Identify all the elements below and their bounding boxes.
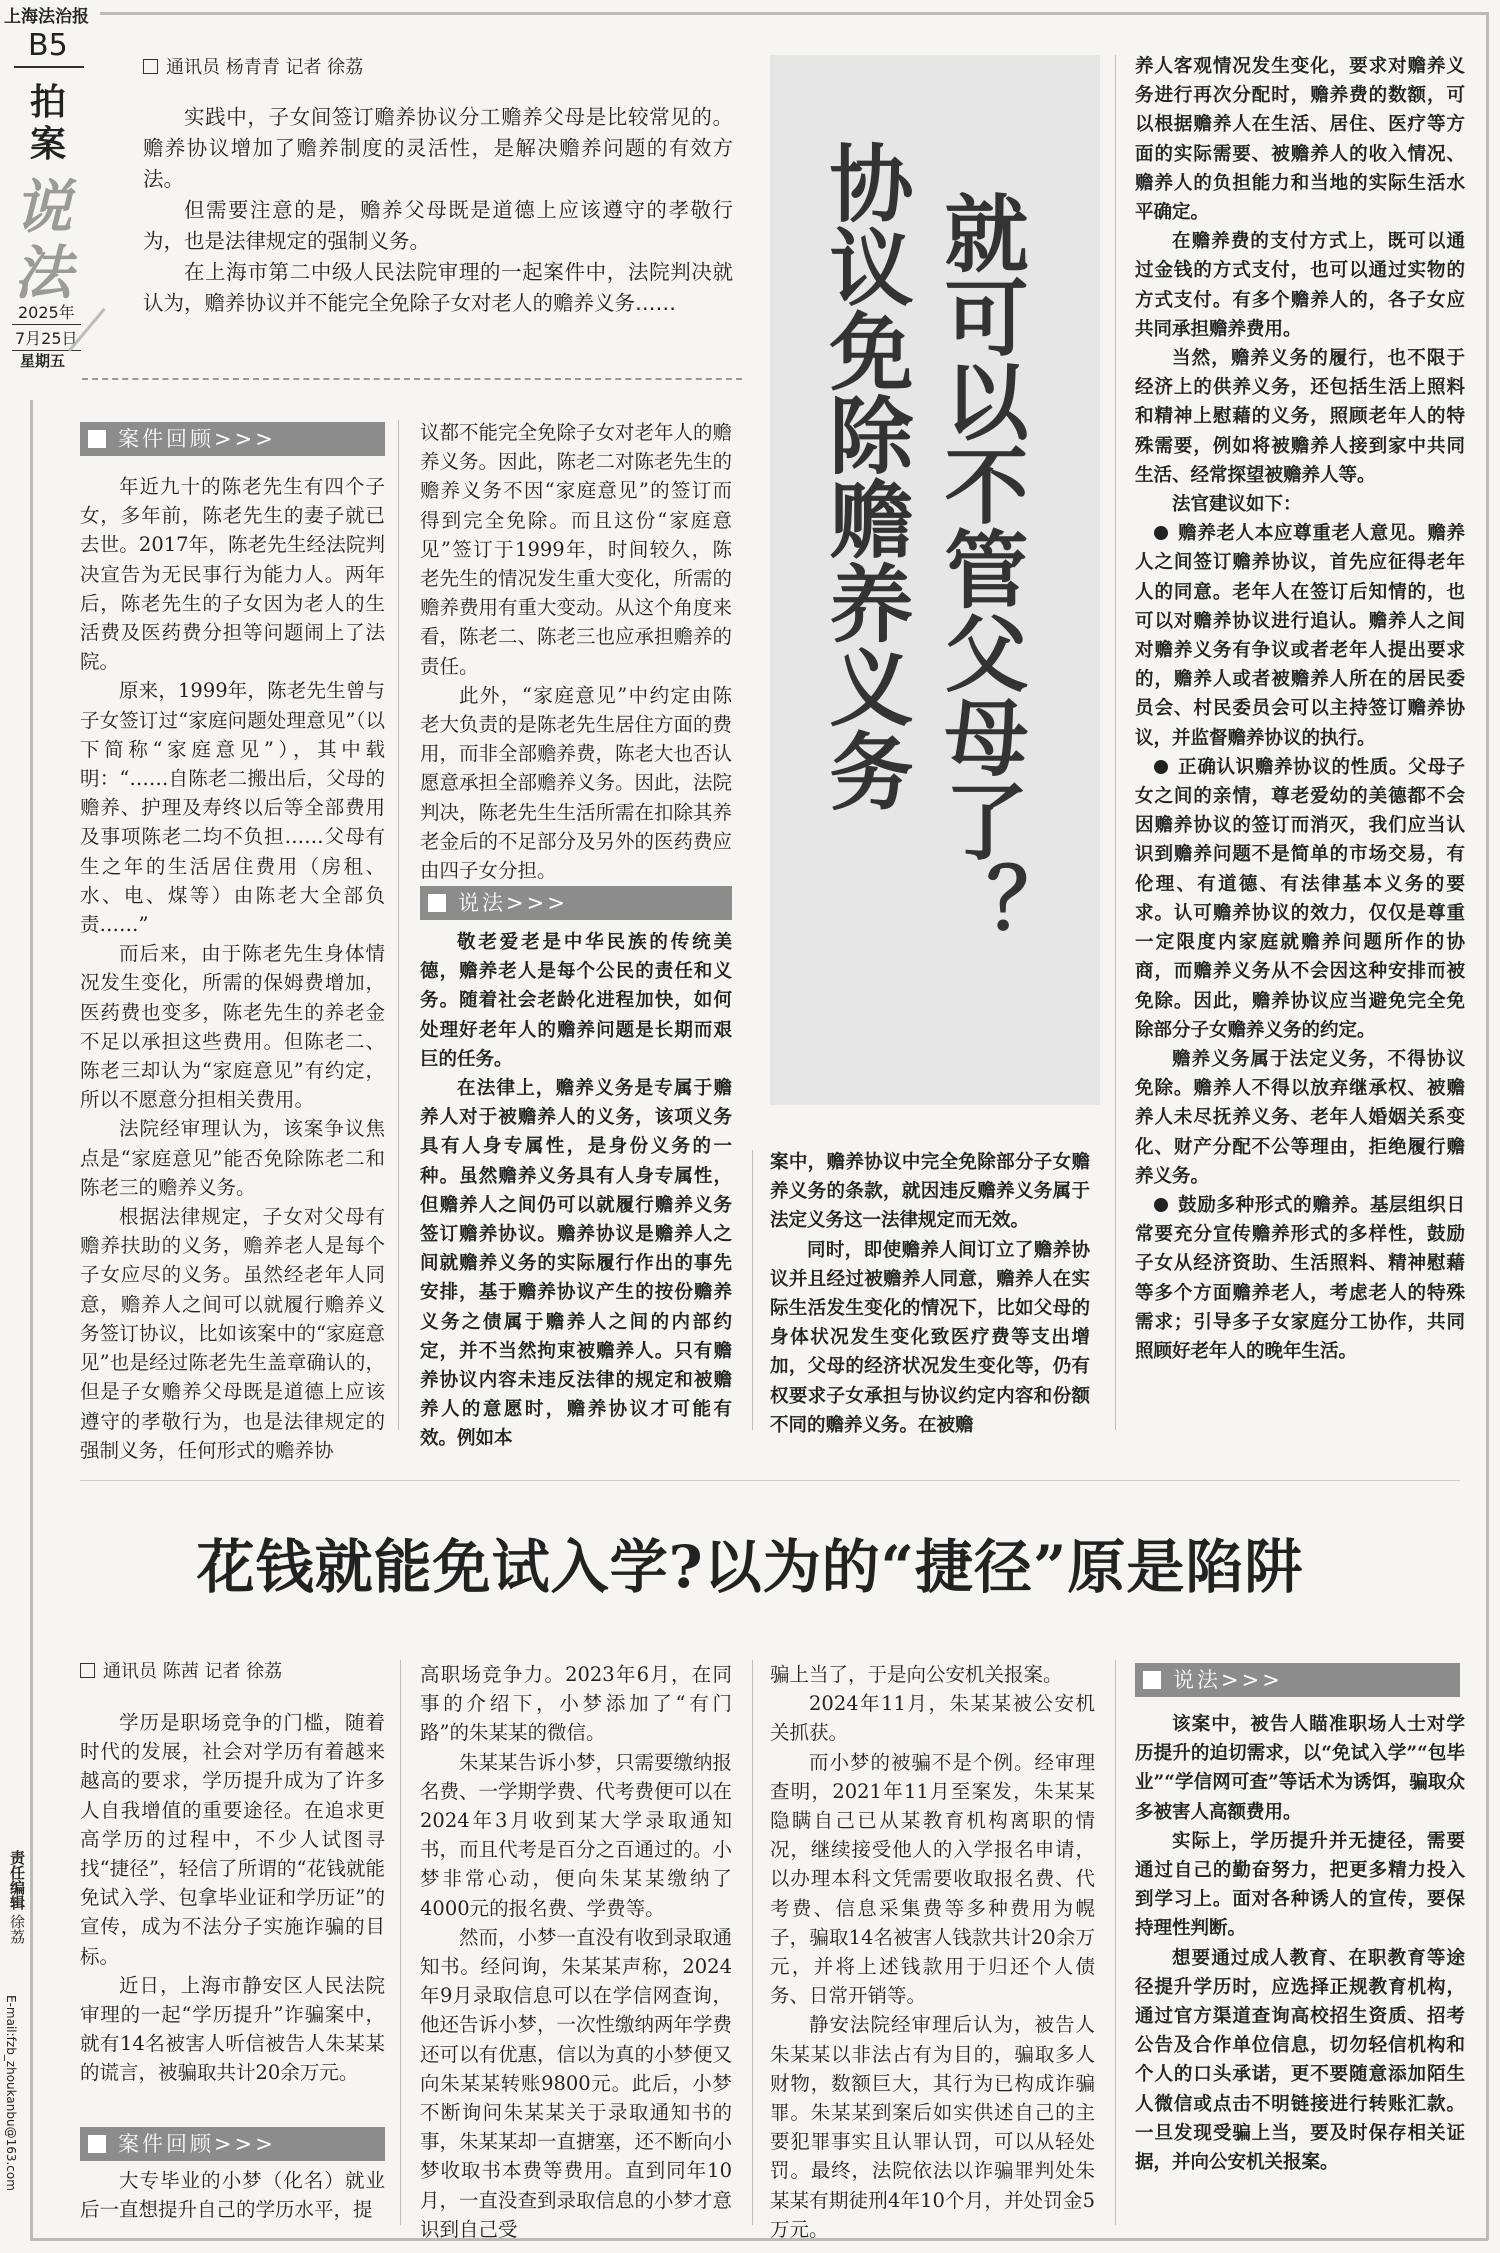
heading-square-icon [88,430,106,448]
body-paragraph: 大专毕业的小梦（化名）就业后一直想提升自己的学历水平，提 [80,2169,385,2222]
bullet-icon [1154,526,1168,540]
masthead [0,0,100,370]
byline-box-icon [80,1663,95,1678]
column-rule [398,420,399,1430]
editor-label-text: 责任编辑 [8,1850,26,1910]
body-paragraph: 在法律上，赡养义务是专属于赡养人对于被赡养人的义务，该项义务具有人身专属性，是身份义务的一种。虽然赡养义务具有人身专属性，但赡养人之间仍可以就履行赡养义务签订赡养协议。赡养协议是赡养人之间就赡养义务的实际履行作出的事先安排，基于赡养协议产生的按份赡养义务之债属于赡养人之间的内部约定，并不当然拘束被赡养人。只有赡养协议内容未违反法律的规定和被赡养人的意愿时，赡养协议才可能有效。例如本 [420,1078,732,1450]
body-paragraph: 案中，赡养协议中完全免除部分子女赡养义务的条款，就因违反赡养义务属于法定义务这一法律规定而无效。 [770,1152,1090,1232]
article2-byline-text: 通讯员 陈茜 记者 徐荔 [103,1661,283,1682]
law-heading-2-text: 说法>>> [1173,1668,1283,1692]
editor-label [4,1850,28,1944]
bullet-icon [1154,1198,1168,1212]
body-paragraph: 议都不能完全免除子女对老年人的赡养义务。因此，陈老二对陈老先生的赡养义务不因“家庭意见”的签订而得到完全免除。而且这份“家庭意见”签订于1999年，时间较久，陈老先生的情况发生重大变化，所需的赡养费用有重大变动。从这个角度来看，陈老二、陈老三也应承担赡养的责任。 [420,421,733,678]
advice-text: 赡养人之间签订赡养协议，首先应征得老年人的同意。老年人在签订后知情的，也可以对赡养协议进行追认。赡养人之间对赡养义务有争议或者老年人提出要求的，赡养人或者被赡养人所在的居民委员会、村民委员会可以主持签订赡养协议，并监督赡养协议的执行。 [1135,523,1465,749]
frame-right [1486,12,1489,2240]
body-paragraph: 年近九十的陈老先生有四个子女，多年前，陈老先生的妻子就已去世。2017年，陈老先生经法院判决宣告为无民事行为能力人。两年后，陈老先生的子女因为老人的生活费及医药费分担等问题闹上了法院。 [80,475,385,674]
intro-paragraph: 但需要注意的是，赡养父母既是道德上应该遵守的孝敬行为，也是法律规定的强制义务。 [143,198,733,253]
issue-date: 7月25日 [12,324,81,351]
body-paragraph: 而小梦的被骗不是个例。经审理查明，2021年11月至案发，朱某某隐瞒自己已从某教育机构离职的情况，继续接受他人的入学报名申请，以办理本科文凭需要收取报名费、代考费、信息采集费等多种费用为幌子，骗取14名被害人钱款共计20余万元，并将上述钱款用于归还个人债务、日常开销等。 [770,1750,1095,2008]
body-paragraph: 学历是职场竞争的门槛，随着时代的发展，社会对学历有着越来越高的要求，学历提升成为了许多人自我增值的重要途径。在追求更高学历的过程中，不少人试图寻找“捷径”，轻信了所谓的“花钱就能免试入学、包拿毕业证和学历证”的宣传，成为不法分子实施诈骗的目标。 [80,1711,385,1968]
case-review-heading-text: 案件回顾>>> [118,427,276,451]
body-paragraph: 同时，即使赡养人间订立了赡养协议并且经过被赡养人同意，赡养人在实际生活发生变化的情况下，比如父母的身体状况发生变化致医疗费等支出增加，父母的经济状况发生变化等，仍有权要求子女承担与协议约定内容和份额不同的赡养义务。在被赡 [770,1239,1090,1436]
column-rule [1115,55,1116,1430]
page-number: B5 [28,28,68,63]
body-paragraph: 近日，上海市静安区人民法院审理的一起“学历提升”诈骗案中，就有14名被害人听信被告人朱某某的谎言，被骗取共计20余万元。 [80,1973,385,2085]
body-paragraph: 法院经审理认为，该案争议焦点是“家庭意见”能否免除陈老二和陈老三的赡养义务。 [80,1117,385,1199]
advice-item [1135,753,1465,1045]
heading-square-icon [428,894,446,912]
body-paragraph: 原来，1999年，陈老先生曾与子女签订过“家庭问题处理意见”（以下简称“家庭意见”），其中载明：“……自陈老二搬出后，父母的赡养、护理及寿终以后等全部费用及事项陈老二均不负担……父母有生之年的生活居住费用（房租、水、电、煤等）由陈老大全部负责……” [80,679,385,937]
body-paragraph: 根据法律规定，子女对父母有赡养扶助的义务，赡养老人是每个子女应尽的义务。虽然经老年人同意，赡养人之间可以就履行赡养义务签订协议，比如该案中的“家庭意见”也是经过陈老先生盖章确认的，但是子女赡养父母既是道德上应该遵守的孝敬行为，也是法律规定的强制义务，任何形式的赡养协 [80,1205,385,1462]
article1-byline [143,56,363,80]
body-paragraph: 高职场竞争力。2023年6月，在同事的介绍下，小梦添加了“有门路”的朱某某的微信。 [420,1663,732,1745]
article2-col4 [1135,1710,1465,2177]
section-big-2: 法 [14,239,73,307]
article1-title-line1: 就可以不管父母了？ [931,190,1030,946]
advice-text: 基层组织日常要充分宣传赡养形式的多样性，鼓励子女从经济资助、生活照料、精神慰藉等多个方面赡养老人，考虑老人的特殊需求；引导多子女家庭分工协作，共同照顾好老年人的晚年生活。 [1135,1194,1465,1362]
article1-col3 [770,1148,1090,1440]
law-heading [420,886,732,920]
column-rule [752,1150,753,1430]
heading-square-icon [88,2135,106,2153]
article2-col2 [420,1660,732,2244]
body-paragraph: 在赡养费的支付方式上，既可以通过金钱的方式支付，也可以通过实物的方式支付。有多个赡养人的，各子女应共同承担赡养费用。 [1135,231,1465,340]
column-rule [752,1660,753,2225]
article2-byline [80,1660,282,1684]
advice-title: 鼓励多种形式的赡养。 [1177,1194,1370,1216]
advice-item [1135,1191,1465,1366]
advice-item [1135,519,1465,753]
article1-col2b [420,928,732,1454]
body-paragraph: 而后来，由于陈老先生身体情况发生变化，所需的保姆费增加，医药费也变多，陈老先生的养老金不足以承担这些费用。但陈老二、陈老三却认为“家庭意见”有约定，所以不愿意分担相关费用。 [80,942,385,1112]
body-paragraph: 敬老爱老是中华民族的传统美德，赡养老人是每个公民的责任和义务。随着社会老龄化进程加快，如何处理好老年人的赡养问题是长期而艰巨的任务。 [420,932,732,1070]
frame-bottom [30,2238,1488,2241]
column-rule [1115,1660,1116,2225]
body-paragraph: 此外，“家庭意见”中约定由陈老大负责的是陈老先生居住方面的费用，而非全部赡养费，陈老大也否认愿意承担全部赡养义务。因此，法院判决，陈老先生生活所需在扣除其养老金后的不足部分及另外的医药费应由四子女分担。 [420,683,733,883]
article1-intro [143,102,733,319]
article1-col1 [80,472,385,1465]
body-paragraph: 然而，小梦一直没有收到录取通知书。经问询，朱某某声称，2024年9月录取信息可以在学信网查询，他还告诉小梦，一次性缴纳两年学费还可以有优惠，信以为真的小梦便又向朱某某转账9800元。此后，小梦不断询问朱某某关于录取通知书的事，朱某某却一直搪塞，还不断向小梦收取书本费等费用。直到同年10月，一直没查到录取信息的小梦才意识到自己受 [420,1925,733,2241]
frame-left [30,400,33,2240]
newspaper-logo: 上海法治报 [4,7,89,27]
editor-email: E-mail:fzb_zhoukanbu@163.com [4,1995,18,2191]
body-paragraph: 想要通过成人教育、在职教育等途径提升学历时，应选择正规教育机构，通过官方渠道查询高校招生资质、招考公告及合作单位信息，切勿轻信机构和个人的口头承诺，更不要随意添加陌生人微信或点击不明链接进行转账汇款。一旦发现受骗上当，要及时保存相关证据，并向公安机关报案。 [1135,1947,1465,2174]
frame-top [100,12,1488,15]
intro-paragraph: 实践中，子女间签订赡养协议分工赡养父母是比较常见的。赡养协议增加了赡养制度的灵活性，是解决赡养问题的有效方法。 [143,105,733,191]
section-big-1: 说 [14,173,73,241]
article2-title: 花钱就能免试入学?以为的“捷径”原是陷阱 [196,1533,1304,1601]
article2-col1b [80,2166,385,2224]
advice-title: 赡养老人本应尊重老人意见。 [1177,523,1428,545]
article2-col3 [770,1660,1095,2244]
advice-title: 正确认识赡养协议的性质。 [1177,756,1409,778]
body-paragraph: 法官建议如下： [1172,494,1302,516]
body-paragraph: 该案中，被告人瞄准职场人士对学历提升的迫切需求，以“免试入学”“包毕业”“学信网可查”等话术为诱饵，骗取众多被害人高额费用。 [1135,1714,1465,1823]
law-heading-2 [1135,1663,1460,1697]
body-paragraph: 赡养义务属于法定义务，不得协议免除。赡养人不得以放弃继承权、被赡养人未尽抚养义务、老年人婚姻关系变化、财产分配不公等理由，拒绝履行赡养义务。 [1135,1048,1465,1187]
case-review-heading-2-text: 案件回顾>>> [118,2132,276,2156]
law-heading-text: 说法>>> [458,891,568,915]
case-review-heading [80,422,385,456]
article1-col2 [420,418,732,885]
intro-paragraph: 在上海市第二中级人民法院审理的一起案件中，法院判决就认为，赡养协议并不能完全免除子女对老人的赡养义务…… [143,260,733,315]
body-paragraph: 静安法院经审理后认为，被告人朱某某以非法占有为目的，骗取多人财物，数额巨大，其行为已构成诈骗罪。朱某某到案后如实供述自己的主要犯罪事实且认罪认罚，可以从轻处罚。最终，法院依法以诈骗罪判处朱某某有期徒刑4年10个月，并处罚金5万元。 [770,2013,1095,2241]
byline-box-icon [143,59,158,74]
editor-name: 徐荔 [8,1914,26,1944]
heading-square-icon [1143,1671,1161,1689]
body-paragraph: 实际上，学历提升并无捷径，需要通过自己的勤奋努力，把更多精力投入到学习上。面对各种诱人的宣传，要保持理性判断。 [1135,1830,1465,1940]
advice-text: 父母子女之间的亲情，尊老爱幼的美德都不会因赡养协议的签订而消灭，我们应当认识到赡养问题不是简单的市场交易，有伦理、有道德、有法律基本义务的要求。认可赡养协议的效力，仅仅是尊重一定限度内家庭就赡养问题所作的协商，而赡养义务从不会因这种安排而被免除。因此，赡养协议应当避免完全免除部分子女赡养义务的约定。 [1135,756,1465,1041]
column-rule [400,1660,401,2225]
article1-title-line2: 协议免除赡养义务 [816,140,915,812]
section-char-2: 案 [30,124,67,165]
body-paragraph: 2024年11月，朱某某被公安机关抓获。 [770,1692,1095,1745]
article1-col4 [1135,52,1465,1366]
intro-divider [82,378,742,380]
issue-weekday: 星期五 [20,352,66,370]
issue-year: 2025年 [18,303,75,322]
article1-byline-text: 通讯员 杨青青 记者 徐荔 [166,57,364,78]
article-divider [80,1480,1460,1481]
section-char-1: 拍 [30,82,67,123]
body-paragraph: 当然，赡养义务的履行，也不限于经济上的供养义务，还包括生活上照料和精神上慰藉的义务，照顾老年人的特殊需要，例如将被赡养人接到家中共同生活、经常探望被赡养人等。 [1135,348,1465,486]
article2-col1 [80,1708,385,2088]
masthead-rule [14,66,84,68]
body-paragraph: 养人客观情况发生变化，要求对赡养义务进行再次分配时，赡养费的数额，可以根据赡养人在生活、居住、医疗等方面的实际需要、被赡养人的收入情况、赡养人的负担能力和当地的实际生活水平确定。 [1135,56,1465,224]
bullet-icon [1154,760,1168,774]
case-review-heading-2 [80,2127,385,2161]
body-paragraph: 骗上当了，于是向公安机关报案。 [770,1663,1063,1686]
body-paragraph: 朱某某告诉小梦，只需要缴纳报名费、一学期学费、代考费便可以在2024年3月收到某大学录取通知书，而且代考是百分之百通过的。小梦非常心动，便向朱某某缴纳了4000元的报名费、学费等。 [420,1750,733,1920]
